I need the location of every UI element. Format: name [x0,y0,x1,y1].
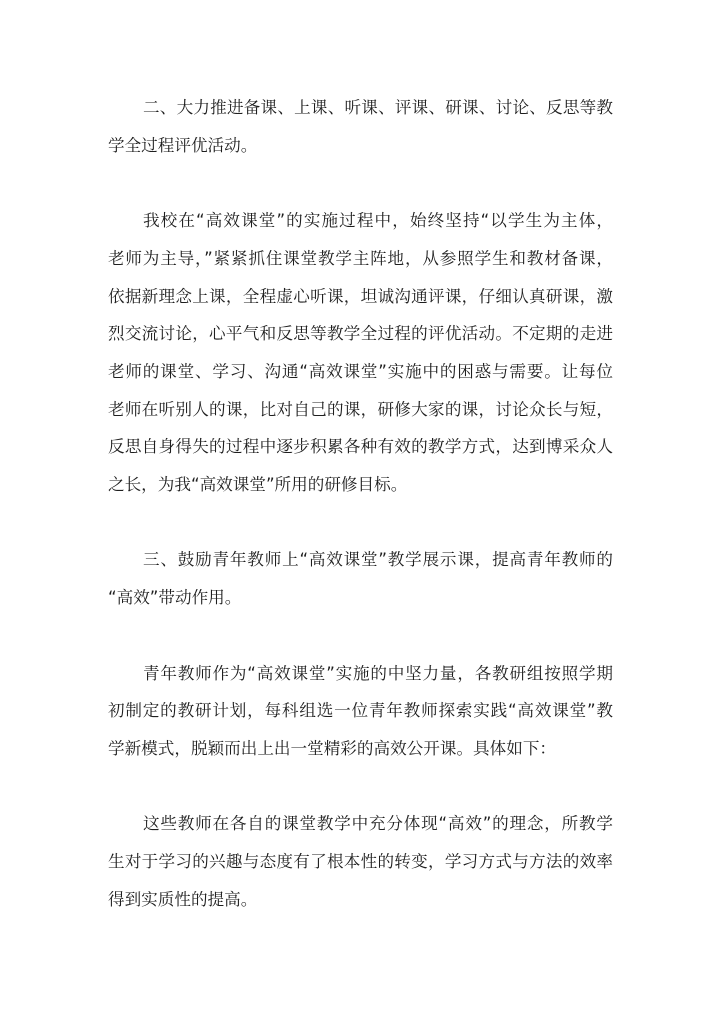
paragraph-line: 老师为主导，”紧紧抓住课堂教学主阵地，从参照学生和教材备课， [108,248,613,268]
paragraph-line: 二、大力推进备课、上课、听课、评课、研课、讨论、反思等教 [143,98,613,117]
paragraph [108,805,613,918]
document-body [108,89,613,956]
paragraph-line: 依据新理念上课，全程虚心听课，坦诚沟通评课，仔细认真研课，激 [108,286,613,306]
paragraph-line: 之长，为我“高效课堂”所用的研修目标。 [108,475,408,495]
paragraph-line: 青年教师作为“高效课堂”实施的中坚力量，各教研组按照学期 [143,663,613,683]
paragraph [108,541,613,616]
paragraph [108,655,613,768]
paragraph-line: 三、鼓励青年教师上“高效课堂”教学展示课，提高青年教师的 [143,550,613,570]
paragraph [108,202,613,504]
paragraph-line: 老师在听别人的课，比对自己的课，研修大家的课，讨论众长与短， [108,399,613,419]
paragraph-line: 反思自身得失的过程中逐步积累各种有效的教学方式，达到博采众人 [108,437,613,457]
paragraph-line: 这些教师在各自的课堂教学中充分体现“高效”的理念，所教学 [143,814,613,834]
paragraph-line: 烈交流讨论，心平气和反思等教学全过程的评优活动。不定期的走进 [108,324,613,344]
paragraph-line: “高效”带动作用。 [108,588,242,608]
paragraph-line: 生对于学习的兴趣与态度有了根本性的转变，学习方式与方法的效率 [108,852,613,871]
paragraph-line: 得到实质性的提高。 [108,889,258,909]
paragraph-line: 学全过程评优活动。 [108,135,258,155]
paragraph-line: 初制定的教研计划，每科组选一位青年教师探索实践“高效课堂”教 [108,701,613,721]
paragraph-line: 学新模式，脱颖而出上出一堂精彩的高效公开课。具体如下： [108,738,557,758]
paragraph-line: 老师的课堂、学习、沟通“高效课堂”实施中的困惑与需要。让每位 [108,361,613,381]
paragraph-line: 我校在“高效课堂”的实施过程中，始终坚持“以学生为主体， [143,211,613,231]
paragraph [108,89,613,164]
